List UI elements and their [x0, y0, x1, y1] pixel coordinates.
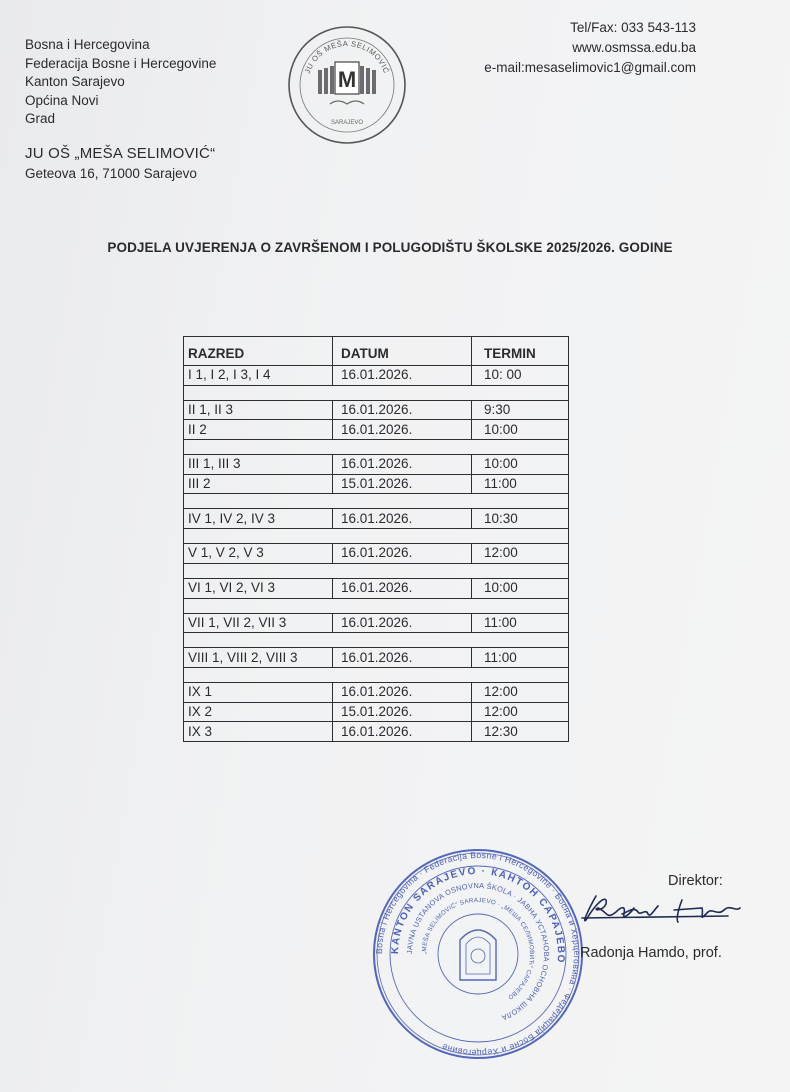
- cell-datum: 16.01.2026.: [333, 455, 472, 475]
- cell-termin: 10:00: [472, 420, 569, 440]
- header-line: Grad: [25, 111, 56, 126]
- school-logo-icon: [286, 24, 408, 146]
- email-link[interactable]: e-mail:mesaselimovic1@gmail.com: [484, 60, 696, 75]
- table-spacer-row: [184, 667, 569, 682]
- director-signature-icon: [578, 890, 748, 930]
- cell-termin: 9:30: [472, 400, 569, 420]
- table-row: [184, 420, 569, 440]
- cell-datum: 16.01.2026.: [333, 544, 472, 564]
- stamp-outer-text: Bosna i Hercegovina · Federacija Bosne i Hercegovine · Босна и Херцеговина · Федерација Босне и Херцеговине: [373, 849, 583, 1059]
- table-spacer-row: [184, 440, 569, 455]
- cell-termin: [472, 598, 569, 613]
- cell-datum: 16.01.2026.: [333, 509, 472, 529]
- table-spacer-row: [184, 494, 569, 509]
- logo-letter: M: [337, 67, 357, 92]
- school-name: JU OŠ „MEŠA SELIMOVIĆ“: [25, 145, 216, 162]
- cell-termin: 12:00: [472, 702, 569, 722]
- table-spacer-row: [184, 563, 569, 578]
- cell-datum: 16.01.2026.: [333, 366, 472, 386]
- cell-razred: [184, 494, 333, 509]
- cell-razred: [184, 563, 333, 578]
- cell-razred: II 2: [184, 420, 333, 440]
- cell-termin: 10:30: [472, 509, 569, 529]
- table-row: [184, 682, 569, 702]
- column-header-termin: TERMIN: [472, 337, 569, 366]
- cell-datum: [333, 494, 472, 509]
- table-row: [184, 578, 569, 598]
- cell-datum: [333, 563, 472, 578]
- cell-datum: 16.01.2026.: [333, 420, 472, 440]
- header-line: Bosna i Hercegovina: [25, 37, 150, 52]
- table-row: [184, 400, 569, 420]
- table-header-row: [184, 337, 569, 366]
- table-spacer-row: [184, 385, 569, 400]
- cell-razred: VIII 1, VIII 2, VIII 3: [184, 648, 333, 668]
- cell-razred: VI 1, VI 2, VI 3: [184, 578, 333, 598]
- cell-datum: 15.01.2026.: [333, 474, 472, 494]
- header-line: Kanton Sarajevo: [25, 74, 125, 89]
- table-spacer-row: [184, 633, 569, 648]
- cell-razred: IX 2: [184, 702, 333, 722]
- cell-datum: 16.01.2026.: [333, 578, 472, 598]
- school-address: Geteova 16, 71000 Sarajevo: [25, 166, 197, 181]
- cell-termin: 10:00: [472, 578, 569, 598]
- cell-razred: [184, 667, 333, 682]
- cell-datum: [333, 633, 472, 648]
- logo-city: SARAJEVO: [330, 120, 364, 126]
- cell-datum: [333, 598, 472, 613]
- table-row: [184, 474, 569, 494]
- cell-razred: [184, 440, 333, 455]
- cell-termin: [472, 633, 569, 648]
- cell-termin: [472, 385, 569, 400]
- table-row: [184, 366, 569, 386]
- cell-razred: III 1, III 3: [184, 455, 333, 475]
- cell-termin: 11:00: [472, 648, 569, 668]
- stamp-ring4-text: „MEŠA SELIMOVIĆ“ SARAJEVO · „МЕША СЕЛИМОВИЋ“ САРАЈЕВО: [420, 896, 536, 1001]
- cell-termin: 10:00: [472, 455, 569, 475]
- contact-block: [470, 18, 696, 78]
- stamp-ring3-text: JAVNA USTANOVA OSNOVNA ŠKOLA · ЈАВНА УСТАНОВА ОСНОВНА ШКОЛА: [404, 880, 552, 1023]
- table-row: [184, 722, 569, 742]
- table-row: [184, 648, 569, 668]
- cell-datum: [333, 440, 472, 455]
- table-row: [184, 613, 569, 633]
- cell-termin: [472, 667, 569, 682]
- cell-termin: [472, 494, 569, 509]
- cell-termin: 10: 00: [472, 366, 569, 386]
- cell-datum: 16.01.2026.: [333, 648, 472, 668]
- cell-termin: 11:00: [472, 613, 569, 633]
- cell-razred: IX 3: [184, 722, 333, 742]
- tel-fax: Tel/Fax: 033 543-113: [570, 20, 696, 35]
- cell-datum: 16.01.2026.: [333, 722, 472, 742]
- table-row: [184, 544, 569, 564]
- table-row: [184, 509, 569, 529]
- cell-termin: 12:30: [472, 722, 569, 742]
- director-name: Radonja Hamdo, prof.: [580, 945, 722, 961]
- cell-datum: 16.01.2026.: [333, 400, 472, 420]
- cell-datum: [333, 667, 472, 682]
- institution-header: [25, 36, 216, 129]
- cell-razred: [184, 385, 333, 400]
- header-line: Općina Novi: [25, 92, 99, 108]
- cell-razred: [184, 529, 333, 544]
- cell-datum: [333, 385, 472, 400]
- cell-razred: VII 1, VII 2, VII 3: [184, 613, 333, 633]
- stamp-ring2-text: KANTON SARAJEVO · КАНТОН САРАЈЕВО: [389, 865, 567, 965]
- header-line: Federacija Bosne i Hercegovine: [25, 55, 217, 71]
- cell-datum: 15.01.2026.: [333, 702, 472, 722]
- cell-datum: [333, 529, 472, 544]
- cell-datum: 16.01.2026.: [333, 682, 472, 702]
- cell-razred: III 2: [184, 474, 333, 494]
- cell-termin: [472, 529, 569, 544]
- cell-razred: [184, 598, 333, 613]
- cell-razred: II 1, II 3: [184, 400, 333, 420]
- logo-ring-text: JU OŠ MEŠA SELIMOVIĆ: [302, 38, 392, 75]
- cell-datum: 16.01.2026.: [333, 613, 472, 633]
- cell-razred: V 1, V 2, V 3: [184, 544, 333, 564]
- table-body: [184, 366, 569, 742]
- table-row: [184, 702, 569, 722]
- document-title: [0, 240, 790, 255]
- distribution-schedule-table: [183, 336, 569, 742]
- official-stamp-icon: [372, 848, 584, 1060]
- table-spacer-row: [184, 529, 569, 544]
- cell-razred: IV 1, IV 2, IV 3: [184, 509, 333, 529]
- website-link[interactable]: www.osmssa.edu.ba: [572, 40, 696, 55]
- cell-razred: I 1, I 2, I 3, I 4: [184, 366, 333, 386]
- table-spacer-row: [184, 598, 569, 613]
- cell-razred: IX 1: [184, 682, 333, 702]
- table-row: [184, 455, 569, 475]
- director-label: Direktor:: [668, 873, 723, 889]
- cell-termin: 12:00: [472, 682, 569, 702]
- cell-termin: 11:00: [472, 474, 569, 494]
- column-header-razred: RAZRED: [184, 337, 333, 366]
- document-title-text: PODJELA UVJERENJA O ZAVRŠENOM I POLUGODIŠTU ŠKOLSKE 2025/2026. GODINE: [107, 240, 673, 255]
- cell-termin: [472, 563, 569, 578]
- cell-termin: 12:00: [472, 544, 569, 564]
- cell-termin: [472, 440, 569, 455]
- column-header-datum: DATUM: [333, 337, 472, 366]
- cell-razred: [184, 633, 333, 648]
